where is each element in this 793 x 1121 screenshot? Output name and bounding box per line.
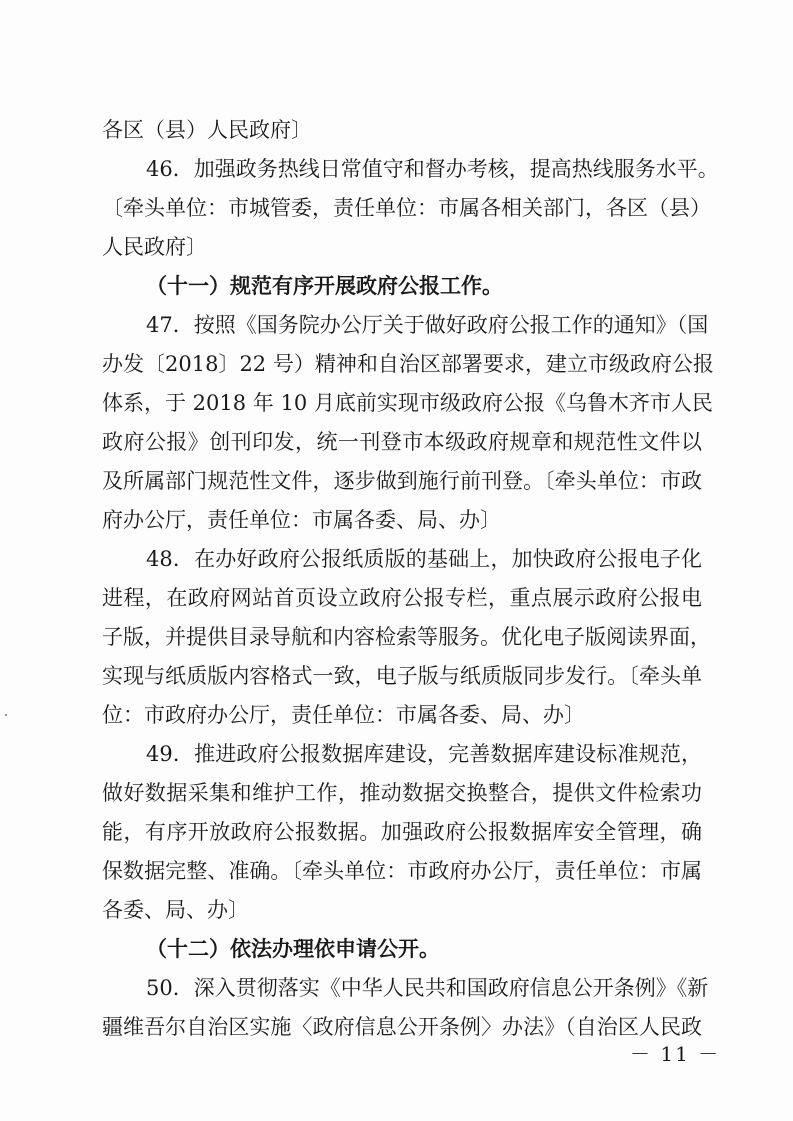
- text-line: 46．加强政务热线日常值守和督办考核，提高热线服务水平。: [146, 157, 719, 181]
- text-line: 实现与纸质版内容格式一致，电子版与纸质版同步发行。〔牵头单: [102, 664, 702, 688]
- scan-speck: [5, 714, 7, 716]
- text-line: 办发〔2018〕22 号）精神和自治区部署要求，建立市级政府公报: [102, 352, 714, 376]
- text-line: 疆维吾尔自治区实施〈政府信息公开条例〉办法》（自治区人民政: [102, 1015, 702, 1039]
- text-line: 〔牵头单位：市城管委，责任单位：市属各相关部门，各区（县）: [102, 196, 711, 220]
- text-line: 49．推进政府公报数据库建设，完善数据库建设标准规范，: [146, 742, 702, 766]
- page-number: － 11 －: [630, 1042, 721, 1066]
- text-line: 府办公厅，责任单位：市属各委、局、办〕: [102, 508, 501, 532]
- text-line: 进程，在政府网站首页设立政府公报专栏，重点展示政府公报电: [102, 586, 702, 610]
- text-line: 各区（县）人民政府〕: [102, 118, 312, 142]
- text-line: 保数据完整、准确。〔牵头单位：市政府办公厅，责任单位：市属: [102, 859, 702, 883]
- text-line: 50．深入贯彻落实《中华人民共和国政府信息公开条例》《新: [146, 976, 709, 1000]
- text-line: 48．在办好政府公报纸质版的基础上，加快政府公报电子化: [146, 547, 702, 571]
- text-line: 47．按照《国务院办公厅关于做好政府公报工作的通知》（国: [146, 313, 709, 337]
- text-line: 位：市政府办公厅，责任单位：市属各委、局、办〕: [102, 703, 585, 727]
- text-line: 各委、局、办〕: [102, 898, 249, 922]
- text-line: 子版，并提供目录导航和内容检索等服务。优化电子版阅读界面，: [102, 625, 711, 649]
- section-heading: （十一）规范有序开展政府公报工作。: [146, 273, 503, 298]
- text-line: 能，有序开放政府公报数据。加强政府公报数据库安全管理，确: [102, 820, 702, 844]
- text-line: 及所属部门规范性文件，逐步做到施行前刊登。〔牵头单位：市政: [102, 469, 702, 493]
- text-line: 体系，于 2018 年 10 月底前实现市级政府公报《乌鲁木齐市人民: [102, 391, 713, 415]
- text-line: 政府公报》创刊印发，统一刊登市本级政府规章和规范性文件以: [102, 430, 702, 454]
- text-line: 做好数据采集和维护工作，推动数据交换整合，提供文件检索功: [102, 781, 702, 805]
- section-heading: （十二）依法办理依申请公开。: [146, 936, 440, 961]
- text-line: 人民政府〕: [102, 235, 207, 259]
